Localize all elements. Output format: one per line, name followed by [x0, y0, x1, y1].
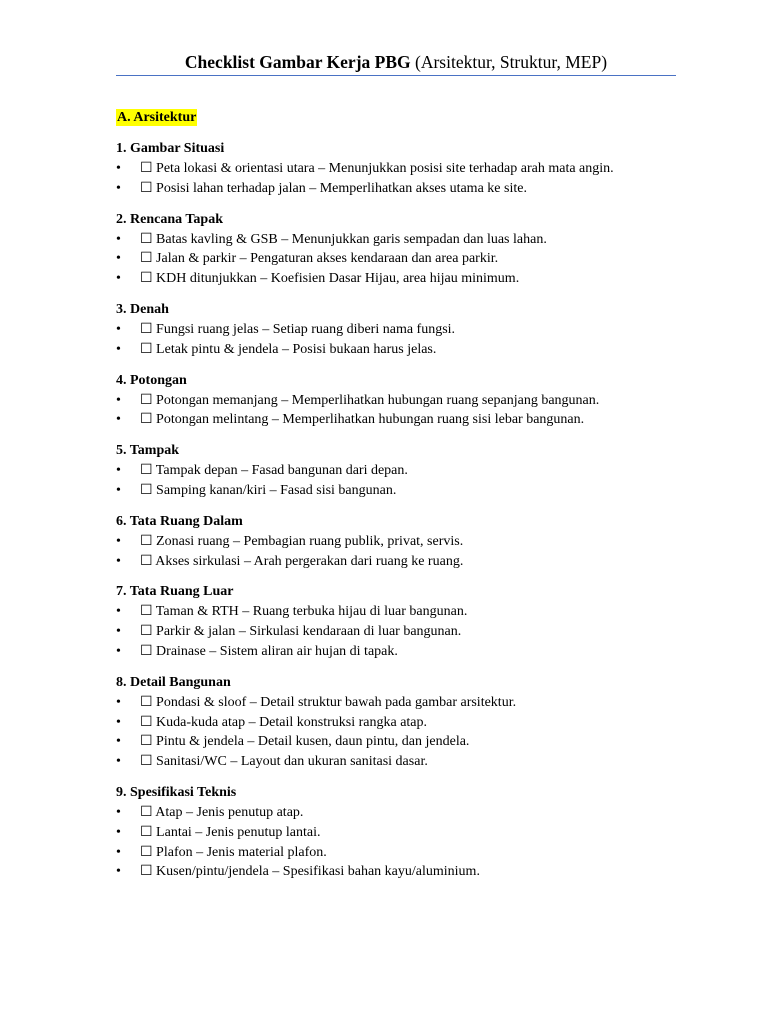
list-item: [116, 391, 696, 411]
checklist-item-text: ☐ Samping kanan/kiri – Fasad sisi bangunan.: [140, 482, 397, 498]
checklist-group: [116, 441, 696, 501]
checklist-item-text: ☐ Akses sirkulasi – Arah pergerakan dari ruang ke ruang.: [140, 553, 464, 569]
checklist-item-text: ☐ Plafon – Jenis material plafon.: [140, 844, 327, 860]
bullet-icon: •: [116, 694, 121, 710]
list-item: [116, 622, 696, 642]
checklist-group: [116, 783, 696, 882]
bullet-icon: •: [116, 392, 121, 408]
list-item: [116, 732, 696, 752]
list-item: [116, 159, 696, 179]
group-heading: 2. Rencana Tapak: [116, 211, 223, 227]
group-heading: 6. Tata Ruang Dalam: [116, 513, 243, 529]
title-underline-rule: [116, 75, 676, 76]
checklist-item-text: ☐ Kusen/pintu/jendela – Spesifikasi bahan kayu/aluminium.: [140, 864, 480, 880]
bullet-icon: •: [116, 643, 121, 659]
checklist-item-text: ☐ Jalan & parkir – Pengaturan akses kendaraan dan area parkir.: [140, 251, 499, 267]
bullet-icon: •: [116, 271, 121, 287]
checklist-item-text: ☐ Sanitasi/WC – Layout dan ukuran sanitasi dasar.: [140, 754, 428, 770]
list-item: [116, 481, 696, 501]
checklist-item-text: ☐ Potongan memanjang – Memperlihatkan hubungan ruang sepanjang bangunan.: [140, 392, 600, 408]
list-item: [116, 642, 696, 662]
group-heading: 7. Tata Ruang Luar: [116, 584, 234, 600]
checklist-item-text: ☐ Pondasi & sloof – Detail struktur bawah pada gambar arsitektur.: [140, 694, 517, 710]
list-item: [116, 823, 696, 843]
list-item: [116, 843, 696, 863]
checklist-item-text: ☐ Zonasi ruang – Pembagian ruang publik, privat, servis.: [140, 533, 464, 549]
checklist-group: [116, 371, 696, 431]
group-heading: 9. Spesifikasi Teknis: [116, 784, 237, 800]
bullet-icon: •: [116, 714, 121, 730]
checklist-item-text: ☐ Pintu & jendela – Detail kusen, daun pintu, dan jendela.: [140, 734, 470, 750]
bullet-icon: •: [116, 321, 121, 337]
bullet-icon: •: [116, 482, 121, 498]
group-heading: 1. Gambar Situasi: [116, 141, 225, 156]
checklist-item-text: ☐ Parkir & jalan – Sirkulasi kendaraan di luar bangunan.: [140, 624, 462, 640]
checklist-item-text: ☐ Posisi lahan terhadap jalan – Memperlihatkan akses utama ke site.: [140, 180, 527, 196]
checklist-group: [116, 582, 696, 661]
list-item: [116, 602, 696, 622]
bullet-icon: •: [116, 231, 121, 247]
checklist-item-text: ☐ Tampak depan – Fasad bangunan dari depan.: [140, 463, 408, 479]
bullet-icon: •: [116, 824, 121, 840]
list-item: [116, 340, 696, 360]
list-item: [116, 249, 696, 269]
list-item: [116, 862, 696, 882]
bullet-icon: •: [116, 804, 121, 820]
bullet-icon: •: [116, 412, 121, 428]
list-item: [116, 532, 696, 552]
list-item: [116, 693, 696, 713]
list-item: [116, 713, 696, 733]
bullet-icon: •: [116, 734, 121, 750]
list-item: [116, 179, 696, 199]
bullet-icon: •: [116, 463, 121, 479]
document-body: [116, 109, 696, 893]
list-item: [116, 410, 696, 430]
bullet-icon: •: [116, 251, 121, 267]
checklist-group: [116, 512, 696, 572]
checklist-item-text: ☐ Drainase – Sistem aliran air hujan di tapak.: [140, 643, 398, 659]
list-item: [116, 230, 696, 250]
bullet-icon: •: [116, 864, 121, 880]
checklist-group: [116, 210, 696, 289]
checklist-group: [116, 139, 696, 199]
bullet-icon: •: [116, 341, 121, 357]
checklist-item-text: ☐ Potongan melintang – Memperlihatkan hubungan ruang sisi lebar bangunan.: [140, 412, 585, 428]
title-regular-part: (Arsitektur, Struktur, MEP): [410, 52, 608, 72]
group-heading: 3. Denah: [116, 301, 169, 317]
list-item: [116, 803, 696, 823]
bullet-icon: •: [116, 604, 121, 620]
checklist-item-text: ☐ Taman & RTH – Ruang terbuka hijau di luar bangunan.: [140, 604, 468, 620]
group-heading: 4. Potongan: [116, 372, 187, 388]
bullet-icon: •: [116, 533, 121, 549]
bullet-icon: •: [116, 180, 121, 196]
bullet-icon: •: [116, 161, 121, 176]
list-item: [116, 752, 696, 772]
checklist-item-text: ☐ KDH ditunjukkan – Koefisien Dasar Hijau, area hijau minimum.: [140, 271, 520, 287]
checklist-item-text: ☐ Peta lokasi & orientasi utara – Menunjukkan posisi site terhadap arah mata angin.: [140, 161, 614, 176]
list-item: [116, 269, 696, 289]
checklist-item-text: ☐ Letak pintu & jendela – Posisi bukaan harus jelas.: [140, 341, 437, 357]
section-heading-arsitektur: A. Arsitektur: [117, 110, 197, 125]
checklist-item-text: ☐ Kuda-kuda atap – Detail konstruksi rangka atap.: [140, 714, 428, 730]
document-title: [116, 50, 676, 74]
bullet-icon: •: [116, 553, 121, 569]
checklist-item-text: ☐ Batas kavling & GSB – Menunjukkan garis sempadan dan luas lahan.: [140, 231, 547, 247]
checklist-group: [116, 300, 696, 360]
bullet-icon: •: [116, 844, 121, 860]
checklist-groups: [116, 139, 696, 882]
group-heading: 8. Detail Bangunan: [116, 674, 231, 690]
bullet-icon: •: [116, 754, 121, 770]
list-item: [116, 552, 696, 572]
checklist-item-text: ☐ Atap – Jenis penutup atap.: [140, 804, 304, 820]
checklist-item-text: ☐ Fungsi ruang jelas – Setiap ruang diberi nama fungsi.: [140, 321, 456, 337]
bullet-icon: •: [116, 624, 121, 640]
list-item: [116, 320, 696, 340]
checklist-group: [116, 673, 696, 772]
checklist-item-text: ☐ Lantai – Jenis penutup lantai.: [140, 824, 321, 840]
title-bold-part: Checklist Gambar Kerja PBG: [184, 52, 411, 72]
list-item: [116, 461, 696, 481]
group-heading: 5. Tampak: [116, 443, 180, 459]
